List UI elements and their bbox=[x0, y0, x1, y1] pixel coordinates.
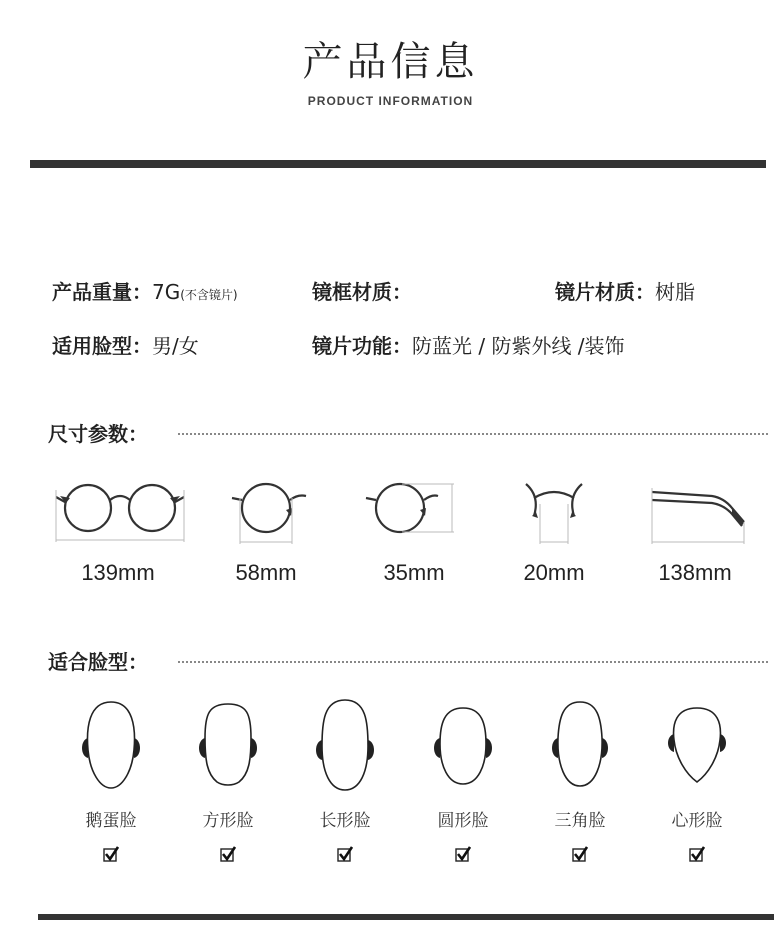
size-bridge-width: 20mm bbox=[523, 560, 585, 585]
checkbox-checked-icon bbox=[103, 846, 119, 862]
size-temple-length: 138mm bbox=[658, 560, 732, 585]
checkbox-checked-icon bbox=[220, 846, 236, 862]
spec-lens-function bbox=[312, 330, 625, 359]
face-label-long: 长形脸 bbox=[319, 811, 371, 831]
face-oval-icon bbox=[78, 698, 144, 794]
spec-frame-material bbox=[312, 276, 412, 305]
spec-lens-function-label: 镜片功能： bbox=[312, 334, 412, 358]
faces-heading-dotted-line bbox=[178, 661, 768, 663]
spec-face-fit-value: 男/女 bbox=[152, 334, 199, 358]
lens-height-diagram-icon bbox=[362, 478, 458, 550]
faces-heading: 适合脸型： bbox=[48, 650, 148, 674]
face-heart-icon bbox=[664, 702, 730, 792]
spec-face-fit-label: 适用脸型： bbox=[52, 334, 152, 358]
spec-lens-material-label: 镜片材质： bbox=[555, 280, 655, 304]
size-total-width: 139mm bbox=[81, 560, 155, 585]
checkbox-checked-icon bbox=[572, 846, 588, 862]
bottom-divider bbox=[38, 914, 774, 920]
spec-lens-material bbox=[555, 276, 695, 305]
spec-frame-material-label: 镜框材质： bbox=[312, 280, 412, 304]
spec-lens-function-value: 防蓝光 / 防紫外线 /装饰 bbox=[412, 334, 625, 358]
size-lens-width: 58mm bbox=[235, 560, 297, 585]
page-title: 产品信息 bbox=[302, 39, 479, 85]
face-label-round: 圆形脸 bbox=[437, 811, 489, 831]
bridge-width-diagram-icon bbox=[518, 478, 590, 550]
face-square-icon bbox=[195, 698, 261, 794]
checkbox-checked-icon bbox=[689, 846, 705, 862]
face-round-icon bbox=[430, 702, 496, 792]
face-label-oval: 鹅蛋脸 bbox=[85, 811, 137, 831]
face-label-triangle: 三角脸 bbox=[554, 811, 606, 831]
top-divider bbox=[30, 160, 766, 168]
face-label-heart: 心形脸 bbox=[671, 811, 723, 831]
total-width-diagram-icon bbox=[50, 478, 190, 550]
temple-length-diagram-icon bbox=[646, 478, 752, 550]
spec-weight-label: 产品重量： bbox=[52, 280, 152, 304]
face-long-icon bbox=[312, 696, 378, 796]
size-heading: 尺寸参数： bbox=[48, 422, 148, 446]
checkbox-checked-icon bbox=[455, 846, 471, 862]
size-heading-dotted-line bbox=[178, 433, 768, 435]
lens-width-diagram-icon bbox=[228, 478, 310, 550]
checkbox-checked-icon bbox=[337, 846, 353, 862]
spec-weight-note: (不含镜片) bbox=[180, 288, 238, 302]
spec-weight bbox=[52, 276, 238, 305]
face-label-square: 方形脸 bbox=[202, 811, 254, 831]
spec-face-fit bbox=[52, 330, 199, 359]
spec-lens-material-value: 树脂 bbox=[655, 280, 695, 304]
spec-weight-value: 7G bbox=[152, 280, 181, 304]
size-lens-height: 35mm bbox=[383, 560, 445, 585]
page-subtitle: PRODUCT INFORMATION bbox=[307, 94, 474, 108]
face-triangle-icon bbox=[547, 698, 613, 794]
